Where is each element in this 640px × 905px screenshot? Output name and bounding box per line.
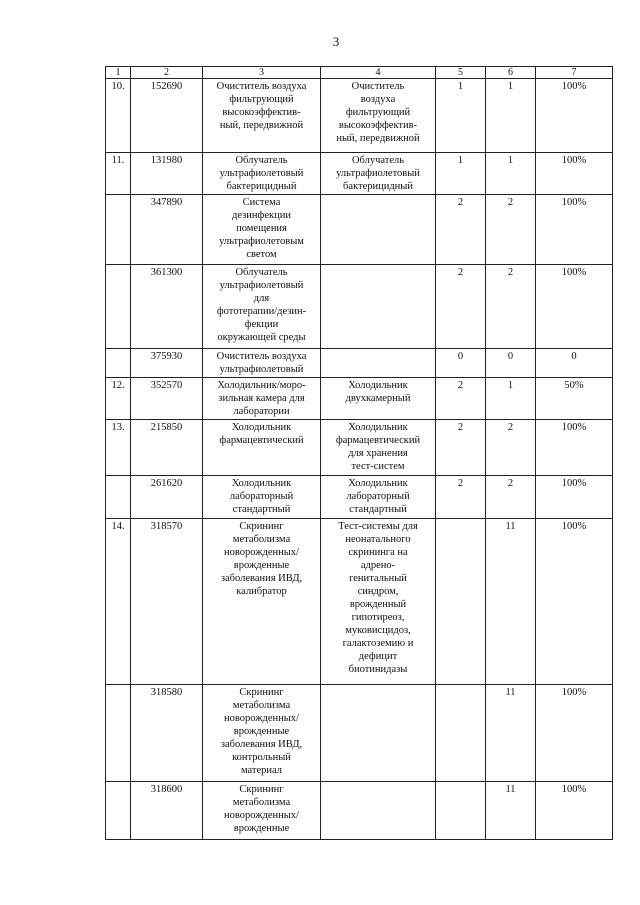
qty-required: 2 xyxy=(436,378,486,420)
item-name xyxy=(203,420,321,476)
percent-equipped: 100% xyxy=(536,420,613,476)
item-name xyxy=(203,782,321,840)
item-description-line: ный, передвижной xyxy=(336,133,420,144)
item-name xyxy=(203,349,321,378)
item-name-line: Скрининг xyxy=(239,521,284,532)
item-name-line: ультрафиолетовым xyxy=(219,236,304,247)
qty-required: 2 xyxy=(436,476,486,519)
qty-available: 1 xyxy=(486,378,536,420)
item-description-line: генитальный xyxy=(349,573,407,584)
qty-required: 2 xyxy=(436,265,486,349)
qty-available: 2 xyxy=(486,420,536,476)
item-name-line: ультрафиолетовый xyxy=(219,364,304,375)
row-number xyxy=(106,476,131,519)
item-name-line: Холодильник/моро- xyxy=(217,380,306,391)
item-description xyxy=(321,79,436,153)
item-description xyxy=(321,378,436,420)
qty-available: 2 xyxy=(486,195,536,265)
item-code: 152690 xyxy=(131,79,203,153)
table-row xyxy=(106,378,613,420)
qty-required xyxy=(436,782,486,840)
item-description xyxy=(321,420,436,476)
qty-required: 1 xyxy=(436,79,486,153)
item-name-line: дезинфекции xyxy=(232,210,291,221)
item-code: 318580 xyxy=(131,685,203,782)
item-name-line: заболевания ИВД, xyxy=(220,573,303,584)
qty-available: 11 xyxy=(486,782,536,840)
item-description-line: Облучатель xyxy=(351,155,405,166)
item-code: 318570 xyxy=(131,519,203,685)
item-name-line: бактерицидный xyxy=(226,181,297,192)
column-header: 6 xyxy=(486,67,536,79)
item-code: 261620 xyxy=(131,476,203,519)
item-name xyxy=(203,265,321,349)
item-name-line: светом xyxy=(246,249,277,260)
item-description-line: адрено- xyxy=(360,560,396,571)
item-description-line: Тест-системы для xyxy=(338,521,418,532)
item-name-line: Холодильник xyxy=(231,478,292,489)
row-number xyxy=(106,782,131,840)
percent-equipped: 100% xyxy=(536,782,613,840)
item-name-line: для xyxy=(253,293,270,304)
item-name-line: метаболизма xyxy=(232,797,291,808)
row-number: 13. xyxy=(106,420,131,476)
item-description-line: Холодильник xyxy=(348,380,408,391)
item-name-line: помещения xyxy=(236,223,287,234)
item-name-line: материал xyxy=(240,765,283,776)
item-name-line: лаборатории xyxy=(233,406,290,417)
item-description xyxy=(321,153,436,195)
qty-required: 1 xyxy=(436,153,486,195)
item-name-line: лабораторный xyxy=(229,491,294,502)
item-name-line: фекции xyxy=(244,319,279,330)
item-description-line: врожденный xyxy=(349,599,407,610)
equipment-table xyxy=(105,66,613,840)
item-name xyxy=(203,476,321,519)
row-number: 12. xyxy=(106,378,131,420)
qty-required: 0 xyxy=(436,349,486,378)
item-name xyxy=(203,519,321,685)
qty-available: 2 xyxy=(486,265,536,349)
item-name-line: калибратор xyxy=(236,586,287,597)
item-name-line: метаболизма xyxy=(232,534,291,545)
row-number xyxy=(106,265,131,349)
item-description-line: синдром, xyxy=(357,586,399,597)
page-number: 3 xyxy=(332,34,340,49)
item-description xyxy=(321,265,436,349)
item-description-line: фармацевтический xyxy=(335,435,421,446)
qty-required xyxy=(436,519,486,685)
item-description xyxy=(321,195,436,265)
row-number: 14. xyxy=(106,519,131,685)
column-header: 5 xyxy=(436,67,486,79)
qty-available: 2 xyxy=(486,476,536,519)
column-header: 4 xyxy=(321,67,436,79)
item-description xyxy=(321,685,436,782)
item-name-line: Система xyxy=(242,197,281,208)
percent-equipped: 100% xyxy=(536,685,613,782)
item-code: 318600 xyxy=(131,782,203,840)
column-header: 2 xyxy=(131,67,203,79)
item-name-line: ный, передвижной xyxy=(219,120,304,131)
table-row xyxy=(106,685,613,782)
item-description-line: бактерицидный xyxy=(343,181,413,192)
item-name-line: заболевания ИВД, xyxy=(220,739,303,750)
percent-equipped: 100% xyxy=(536,79,613,153)
percent-equipped: 0 xyxy=(536,349,613,378)
item-code: 215850 xyxy=(131,420,203,476)
item-name-line: новорожденных/ xyxy=(224,547,299,558)
row-number xyxy=(106,195,131,265)
item-description-line: фильтрующий xyxy=(345,107,411,118)
item-description-line: Холодильник xyxy=(348,478,408,489)
item-name xyxy=(203,153,321,195)
item-name xyxy=(203,378,321,420)
item-name-line: ультрафиолетовый xyxy=(219,280,304,291)
item-name-line: Холодильник xyxy=(231,422,292,433)
item-code: 361300 xyxy=(131,265,203,349)
item-description-line: скрининга на xyxy=(348,547,408,558)
table-row xyxy=(106,195,613,265)
item-name-line: метаболизма xyxy=(232,700,291,711)
table-row xyxy=(106,153,613,195)
item-description-line: дефицит xyxy=(358,651,398,662)
item-description-line: лабораторный xyxy=(346,491,410,502)
qty-available: 11 xyxy=(486,685,536,782)
row-number: 11. xyxy=(106,153,131,195)
item-description-line: муковисцидоз, xyxy=(345,625,411,636)
item-description-line: стандартный xyxy=(349,504,407,515)
item-description-line: высокоэффектив- xyxy=(338,120,418,131)
table-header-row xyxy=(106,67,613,79)
item-description xyxy=(321,519,436,685)
item-code: 347890 xyxy=(131,195,203,265)
item-description xyxy=(321,476,436,519)
item-description-line: галактоземию и xyxy=(342,638,414,649)
item-code: 131980 xyxy=(131,153,203,195)
item-name-line: врожденные xyxy=(233,726,290,737)
qty-available: 11 xyxy=(486,519,536,685)
item-name-line: Скрининг xyxy=(239,687,284,698)
item-name-line: Облучатель xyxy=(235,155,288,166)
item-description-line: неонатального xyxy=(345,534,411,545)
qty-available: 1 xyxy=(486,153,536,195)
qty-available: 0 xyxy=(486,349,536,378)
row-number xyxy=(106,685,131,782)
item-name-line: ультрафиолетовый xyxy=(219,168,304,179)
item-name-line: стандартный xyxy=(232,504,291,515)
item-name xyxy=(203,195,321,265)
item-description-line: ультрафиолетовый xyxy=(336,168,420,179)
table-row xyxy=(106,782,613,840)
item-name-line: высокоэффектив- xyxy=(222,107,301,118)
item-name-line: фототерапии/дезин- xyxy=(216,306,307,317)
row-number: 10. xyxy=(106,79,131,153)
percent-equipped: 100% xyxy=(536,476,613,519)
table-row xyxy=(106,79,613,153)
item-name-line: новорожденных/ xyxy=(224,810,299,821)
percent-equipped: 100% xyxy=(536,265,613,349)
percent-equipped: 100% xyxy=(536,153,613,195)
qty-required: 2 xyxy=(436,420,486,476)
item-name-line: Очиститель воздуха xyxy=(216,81,307,92)
item-description-line: тест-систем xyxy=(351,461,405,472)
table-row xyxy=(106,349,613,378)
item-name-line: Облучатель xyxy=(235,267,288,278)
item-name xyxy=(203,685,321,782)
item-name-line: зильная камера для xyxy=(218,393,305,404)
column-header: 3 xyxy=(203,67,321,79)
item-name-line: новорожденных/ xyxy=(224,713,299,724)
percent-equipped: 100% xyxy=(536,195,613,265)
item-name-line: фильтрующий xyxy=(229,94,294,105)
qty-required xyxy=(436,685,486,782)
table-body xyxy=(106,79,613,840)
table-row xyxy=(106,420,613,476)
qty-available: 1 xyxy=(486,79,536,153)
item-description xyxy=(321,349,436,378)
item-description-line: воздуха xyxy=(360,94,396,105)
item-name-line: фармацевтический xyxy=(219,435,304,446)
percent-equipped: 100% xyxy=(536,519,613,685)
table-row xyxy=(106,476,613,519)
item-description xyxy=(321,782,436,840)
item-description-line: гипотиреоз, xyxy=(351,612,405,623)
row-number xyxy=(106,349,131,378)
qty-required: 2 xyxy=(436,195,486,265)
item-description-line: двухкамерный xyxy=(345,393,411,404)
item-code: 375930 xyxy=(131,349,203,378)
item-name-line: окружающей среды xyxy=(217,332,306,343)
item-name-line: Очиститель воздуха xyxy=(216,351,307,362)
item-code: 352570 xyxy=(131,378,203,420)
item-description-line: Очиститель xyxy=(351,81,405,92)
item-name-line: врожденные xyxy=(233,560,290,571)
column-header: 1 xyxy=(106,67,131,79)
item-name-line: врожденные xyxy=(233,823,290,834)
column-header: 7 xyxy=(536,67,613,79)
item-description-line: биотинидазы xyxy=(348,664,408,675)
table-row xyxy=(106,519,613,685)
item-name-line: Скрининг xyxy=(239,784,284,795)
item-name xyxy=(203,79,321,153)
percent-equipped: 50% xyxy=(536,378,613,420)
item-description-line: для хранения xyxy=(348,448,408,459)
item-description-line: Холодильник xyxy=(348,422,408,433)
table-row xyxy=(106,265,613,349)
item-name-line: контрольный xyxy=(232,752,291,763)
